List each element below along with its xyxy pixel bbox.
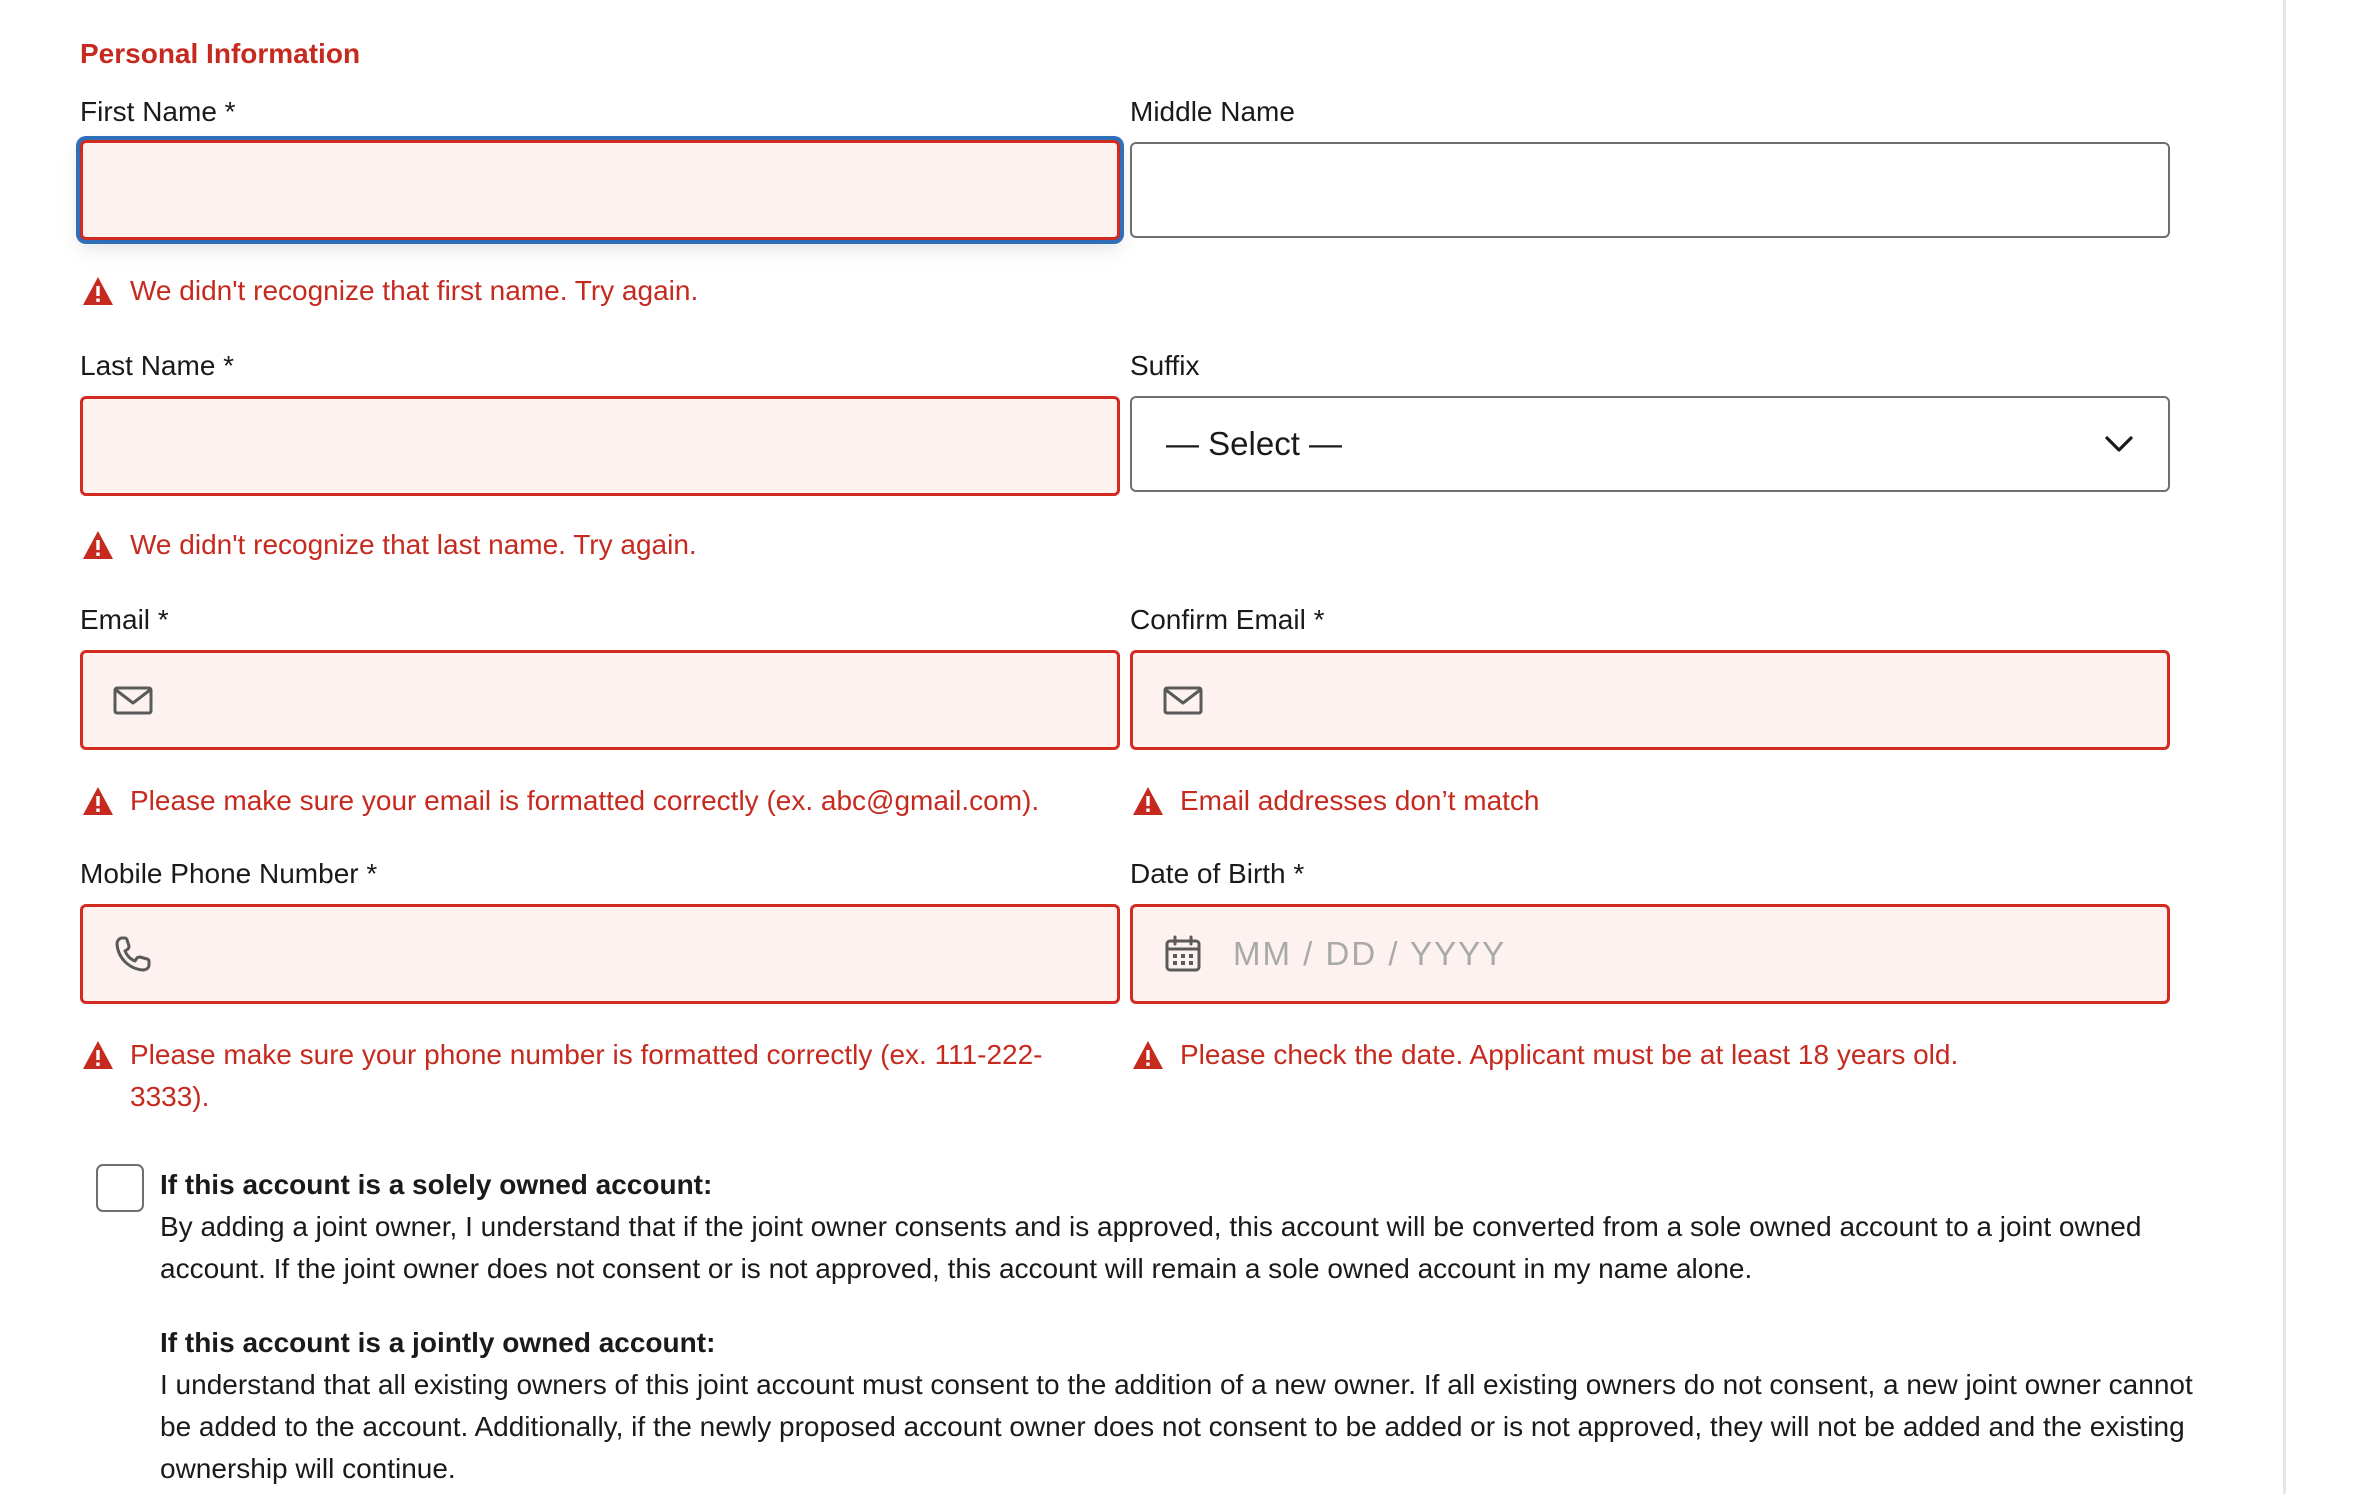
confirm-email-error-text: Email addresses don’t match [1180,785,1540,816]
middle-name-input[interactable] [1130,142,2170,238]
last-name-label: Last Name * [80,350,235,381]
confirm-email-error [1132,780,2172,822]
mobile-phone-error [82,1034,1082,1118]
date-of-birth-error-text: Please check the date. Applicant must be at least 18 years old. [1180,1039,1959,1070]
joint-owner-consent-checkbox[interactable] [96,1164,144,1212]
confirm-email-label: Confirm Email * [1130,604,1325,635]
warning-icon [82,786,114,816]
suffix-selected-value: — Select — [1166,425,1343,462]
first-name-label: First Name * [80,96,236,127]
calendar-icon [1161,932,1205,976]
suffix-label: Suffix [1130,350,1200,381]
confirm-email-input[interactable] [1130,650,2170,750]
mail-icon [111,678,155,722]
email-input[interactable] [80,650,1120,750]
last-name-error [82,524,1122,566]
warning-icon [82,530,114,560]
chevron-down-icon [2102,427,2136,461]
mobile-phone-error-text: Please make sure your phone number is formatted correctly (ex. 111-222-3333). [130,1039,1043,1112]
mobile-phone-label: Mobile Phone Number * [80,858,378,889]
sole-account-consent-text [160,1164,2210,1290]
first-name-error-text: We didn't recognize that first name. Try again. [130,275,699,306]
joint-account-consent-text [160,1322,2210,1490]
email-error [82,780,1142,822]
suffix-select[interactable] [1130,396,2170,492]
email-error-text: Please make sure your email is formatted correctly (ex. abc@gmail.com). [130,785,1040,816]
warning-icon [1132,1040,1164,1070]
mobile-phone-input[interactable] [80,904,1120,1004]
last-name-error-text: We didn't recognize that last name. Try again. [130,529,697,560]
section-title: Personal Information [80,38,361,69]
middle-name-label: Middle Name [1130,96,1295,127]
date-of-birth-placeholder: MM / DD / YYYY [1233,935,1507,972]
mail-icon [1161,678,1205,722]
date-of-birth-error [1132,1034,2172,1076]
email-label: Email * [80,604,169,635]
warning-icon [82,1040,114,1070]
warning-icon [82,276,114,306]
first-name-error [82,270,1122,312]
joint-account-body: I understand that all existing owners of this joint account must consent to the addition of a new owner. If all existing owners do not consent, a new joint owner cannot be added to the account. Additionally, if the newly proposed account owner does not consent to be added or is not approved, they will not be added and the existing ownership will continue. [160,1369,2193,1484]
phone-icon [111,932,155,976]
joint-account-heading: If this account is a jointly owned account: [160,1327,716,1358]
warning-icon [1132,786,1164,816]
sole-account-heading: If this account is a solely owned account: [160,1169,713,1200]
sole-account-body: By adding a joint owner, I understand that if the joint owner consents and is approved, this account will be converted from a sole owned account to a joint owned account. If the joint owner does not consent or is not approved, this account will remain a sole owned account in my name alone. [160,1211,2142,1284]
scroll-track-divider [2283,0,2286,1494]
last-name-input[interactable] [80,396,1120,496]
date-of-birth-input[interactable] [1130,904,2170,1004]
first-name-input[interactable] [80,140,1120,240]
date-of-birth-label: Date of Birth * [1130,858,1305,889]
